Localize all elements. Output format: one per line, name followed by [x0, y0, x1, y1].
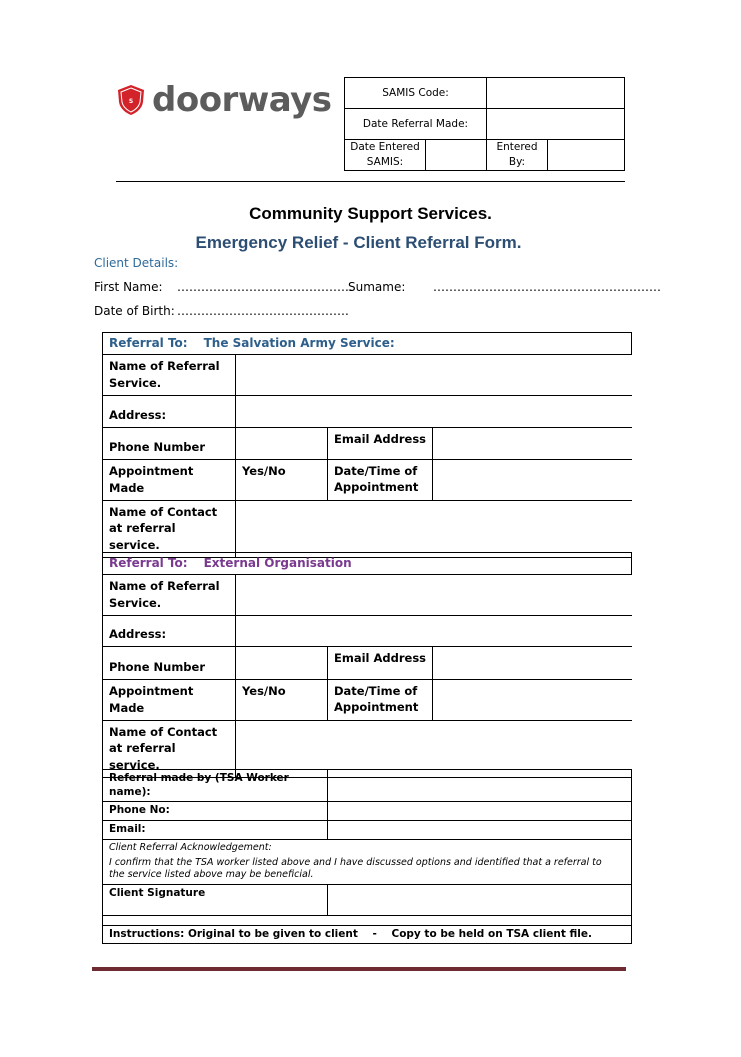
tsa-worker-name-field[interactable] [328, 770, 632, 802]
date-entered-samis-field[interactable] [426, 140, 487, 171]
referral-tsa-header [103, 333, 632, 355]
form-subtitle: Emergency Relief - Client Referral Form. [195, 233, 522, 252]
entered-by-field[interactable] [548, 140, 625, 171]
referral-made-by-table [102, 769, 632, 944]
date-referral-made-field[interactable] [487, 109, 625, 140]
contact-name-label: Name of Contact at referral service. [103, 720, 236, 777]
client-details-heading: Client Details: [94, 256, 179, 270]
email-address-label: Email Address [328, 427, 433, 459]
client-signature-field[interactable] [328, 884, 632, 915]
referral-external-table [102, 552, 632, 778]
referral-service-name-label: Name of Referral Service. [103, 355, 236, 395]
address-label: Address: [103, 615, 236, 646]
contact-name-label: Name of Contact at referral service. [103, 500, 236, 557]
surname-field[interactable]: ………………………………………………… [433, 280, 661, 294]
phone-no-field[interactable] [328, 802, 632, 821]
first-name-label: First Name: [94, 280, 163, 294]
address-label: Address: [103, 395, 236, 427]
salvation-army-shield-icon [116, 84, 146, 116]
acknowledgement-cell [103, 839, 632, 884]
surname-label: Sumame: [348, 280, 406, 294]
phone-number-field[interactable] [236, 646, 328, 679]
entered-by-label: Entered By: [487, 140, 548, 171]
svg-text:S: S [128, 98, 134, 105]
referral-to-label: Referral To: [109, 556, 188, 570]
email-label: Email: [103, 820, 328, 839]
phone-number-label: Phone Number [103, 427, 236, 459]
date-time-field[interactable] [433, 459, 632, 500]
phone-number-label: Phone Number [103, 646, 236, 679]
referral-service-name-field[interactable] [236, 355, 632, 395]
referral-service-name-label: Name of Referral Service. [103, 575, 236, 615]
address-field[interactable] [236, 395, 632, 427]
dob-field[interactable]: ……………………………………. [177, 304, 349, 318]
referral-external-header [103, 553, 632, 575]
samis-code-field[interactable] [487, 78, 625, 109]
doorways-logo [116, 80, 332, 120]
appointment-made-label: Appointment Made [103, 679, 236, 720]
date-referral-made-label: Date Referral Made: [345, 109, 487, 140]
samis-code-label: SAMIS Code: [345, 78, 487, 109]
logo-wordmark: doorways [152, 80, 332, 120]
referral-tsa-table [102, 332, 632, 558]
phone-no-label: Phone No: [103, 802, 328, 821]
first-name-field[interactable]: …………………………………….. [177, 280, 353, 294]
address-field[interactable] [236, 615, 632, 646]
tsa-worker-name-label: Referral made by (TSA Worker name): [103, 770, 328, 802]
date-time-label: Date/Time of Appointment [328, 459, 433, 500]
referral-tsa-value: The Salvation Army Service: [203, 336, 395, 350]
referral-service-name-field[interactable] [236, 575, 632, 615]
email-address-label: Email Address [328, 646, 433, 679]
email-address-field[interactable] [433, 646, 632, 679]
email-address-field[interactable] [433, 427, 632, 459]
contact-name-field[interactable] [236, 500, 632, 557]
client-signature-label: Client Signature [103, 884, 328, 915]
appointment-yes-no[interactable]: Yes/No [236, 679, 328, 720]
referral-to-label: Referral To: [109, 336, 188, 350]
header-divider [116, 181, 625, 182]
footer-rule [92, 967, 626, 971]
email-field[interactable] [328, 820, 632, 839]
appointment-made-label: Appointment Made [103, 459, 236, 500]
referral-external-value: External Organisation [203, 556, 352, 570]
date-entered-samis-label: Date Entered SAMIS: [345, 140, 426, 171]
acknowledgement-text: I confirm that the TSA worker listed above and I have discussed options and identified that a referral to the service listed above may be beneficial. [109, 856, 602, 881]
page-title: Community Support Services. [249, 204, 492, 223]
phone-number-field[interactable] [236, 427, 328, 459]
date-time-field[interactable] [433, 679, 632, 720]
appointment-yes-no[interactable]: Yes/No [236, 459, 328, 500]
instructions-text: Instructions: Original to be given to client - Copy to be held on TSA client file. [103, 925, 632, 944]
spacer-row [103, 915, 632, 925]
admin-header-table [344, 77, 625, 171]
dob-label: Date of Birth: [94, 304, 175, 318]
date-time-label: Date/Time of Appointment [328, 679, 433, 720]
acknowledgement-heading: Client Referral Acknowledgement: [109, 841, 272, 853]
